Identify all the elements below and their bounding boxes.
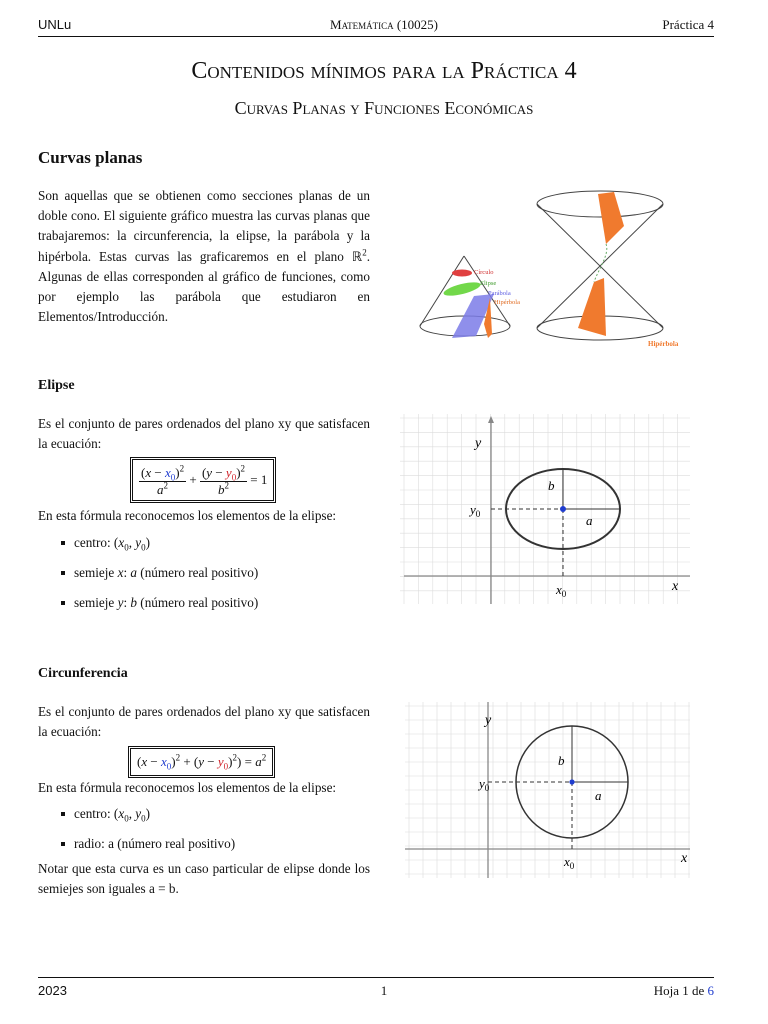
label-a: a: [586, 513, 593, 528]
hyperbola-upper: [598, 192, 624, 244]
footer-sheet: Hoja 1 de 6: [653, 983, 714, 998]
label-parabola: Parábola: [488, 290, 511, 297]
label-hiperbola: Hipérbola: [494, 299, 520, 306]
footer-year: 2023: [38, 983, 67, 998]
ellipse-equation: $\frac{(x - x_0)^2}{a^2}$ + $\frac{(y - y_0)^2}{b^2}$ = 1: [132, 459, 274, 501]
section-heading-curvas: Curvas planas: [38, 148, 143, 167]
label-y0: $y_0$: [479, 776, 490, 793]
header-center: Matemática (10025): [330, 17, 438, 32]
label-a: a: [595, 788, 602, 803]
page-subtitle: Curvas Planas y Funciones Económicas: [234, 98, 534, 118]
cut-plane-edge: [594, 244, 607, 282]
list-item: semieje x: a (número real positivo): [38, 563, 370, 593]
list-item: centro: ($x_0$, $y_0$): [38, 804, 370, 834]
circ-intro: Es el conjunto de pares ordenados del plano xy que satisfacen la ecuación:: [38, 704, 370, 740]
page-number: 1: [380, 983, 388, 998]
circle-graph: [405, 702, 690, 878]
cones-figure: [410, 186, 688, 356]
circ-note: Notar que esta curva es un caso particular de elipse donde los semiejes son iguales a = b.: [38, 861, 370, 897]
label-y0: $y_0$: [470, 502, 481, 519]
total-pages-link[interactable]: 6: [707, 983, 714, 998]
footer-rule: [38, 977, 714, 978]
label-y: y: [475, 436, 482, 451]
ellipse-section: [442, 280, 481, 299]
label-x: x: [672, 579, 679, 594]
label-y: y: [485, 713, 492, 728]
circle-equation: $(x - x_0)^2 + (y - y_0)^2) = a^2$: [130, 748, 273, 776]
curvas-paragraph: Son aquellas que se obtienen como secciones planas de un doble cono. El siguiente gráfico muestra las curvas planas que trabajaremos: la circunferencia, la elipse, la parábola y la hipérbola. Estas curvas las graficaremos en el plano ℝ$^2$. Algunas de ellas corresponden al gráfico de funciones, como por ejemplo las parábola que estudiaron en Elementos/Introducción.: [38, 188, 370, 325]
section-heading-elipse: Elipse: [38, 378, 75, 393]
circ-elements-list: [38, 804, 370, 864]
center-point: [569, 779, 574, 784]
section-heading-circunferencia: Circunferencia: [38, 666, 128, 681]
ellipse-graph: [400, 414, 690, 604]
plane-symbol: ℝ: [351, 248, 363, 264]
label-x0: $x_0$: [564, 854, 575, 871]
y-axis-arrow-icon: [488, 416, 494, 423]
hyperbola-lower: [578, 278, 606, 336]
label-b: b: [558, 753, 565, 768]
circle-section: [452, 270, 472, 277]
elipse-elements-list: [38, 533, 370, 623]
header-right: Práctica 4: [662, 17, 714, 32]
label-elipse: Elipse: [480, 280, 497, 287]
page-title: Contenidos mínimos para la Práctica 4: [191, 58, 577, 84]
list-item: centro: ($x_0$, $y_0$): [38, 533, 370, 563]
header-rule: [38, 36, 714, 37]
label-x0: $x_0$: [556, 582, 567, 599]
label-b: b: [548, 478, 555, 493]
label-hiperbola-caption: Hipérbola: [648, 340, 679, 348]
grid: [405, 702, 690, 878]
list-item: semieje y: b (número real positivo): [38, 593, 370, 623]
elipse-after: En esta fórmula reconocemos los elementos de la elipse:: [38, 508, 337, 523]
elipse-intro: Es el conjunto de pares ordenados del plano xy que satisfacen la ecuación:: [38, 416, 370, 452]
header-left: UNLu: [38, 17, 72, 32]
label-circulo: Círculo: [474, 269, 494, 276]
circ-after: En esta fórmula reconocemos los elementos de la elipse:: [38, 780, 337, 795]
list-item: radio: a (número real positivo): [38, 834, 370, 864]
center-point: [560, 506, 566, 512]
label-x: x: [681, 851, 688, 866]
